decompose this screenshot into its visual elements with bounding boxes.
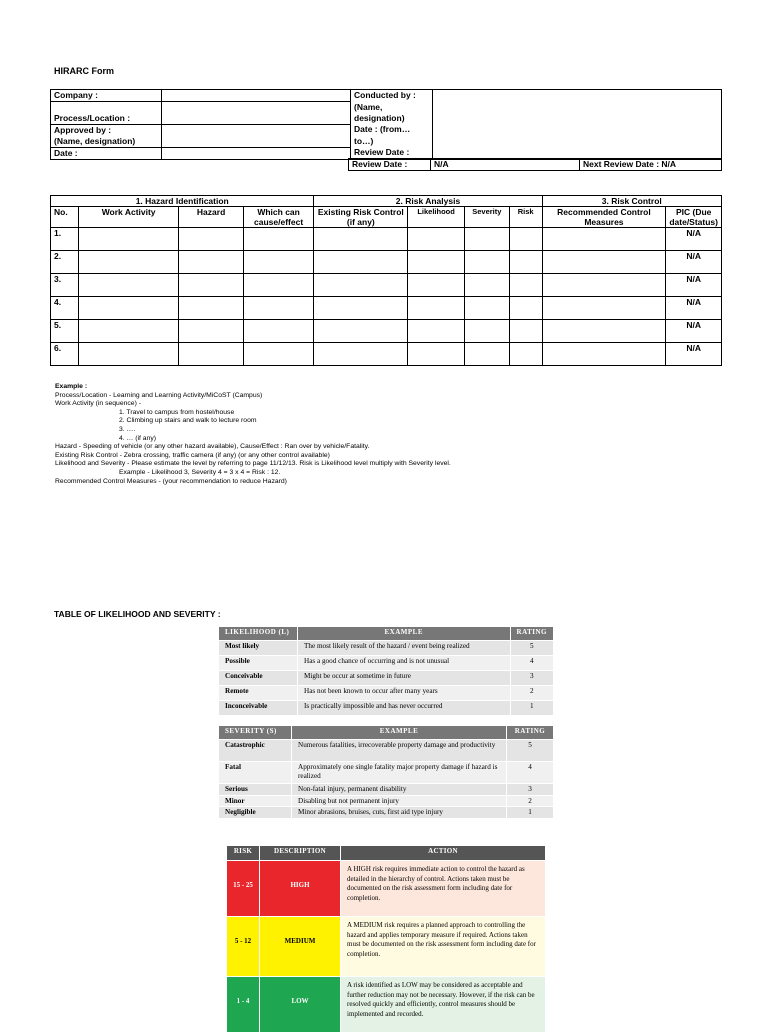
group-risk-control: 3. Risk Control bbox=[542, 196, 721, 207]
severity-name: Serious bbox=[219, 784, 292, 796]
conducted-label-5: to…) bbox=[351, 136, 433, 148]
table-row bbox=[219, 762, 554, 784]
table-row bbox=[219, 795, 554, 807]
risk-row bbox=[227, 917, 546, 977]
col-work-activity: Work Activity bbox=[78, 207, 179, 228]
conducted-field[interactable] bbox=[433, 90, 722, 160]
example-line: Work Activity (in sequence) - bbox=[55, 400, 141, 408]
example-title: Example : bbox=[55, 383, 88, 390]
table-cell[interactable] bbox=[509, 274, 542, 297]
likelihood-name: Inconceivable bbox=[219, 701, 298, 716]
table-cell[interactable] bbox=[542, 228, 666, 251]
approved-label: Approved by : bbox=[51, 124, 162, 136]
table-cell[interactable] bbox=[314, 343, 408, 366]
risk-action-table bbox=[226, 845, 546, 1033]
severity-rating: 3 bbox=[507, 784, 554, 796]
col-cause-effect: Which can cause/effect bbox=[243, 207, 314, 228]
pic-cell[interactable]: N/A bbox=[666, 320, 722, 343]
severity-name: Negligible bbox=[219, 807, 292, 819]
table-cell[interactable] bbox=[408, 251, 465, 274]
conducted-label-2: (Name, bbox=[351, 102, 433, 113]
table-row bbox=[51, 320, 722, 343]
likelihood-rating: 5 bbox=[510, 641, 553, 656]
action-header: ACTION bbox=[341, 846, 546, 861]
company-field[interactable] bbox=[162, 90, 351, 102]
table-row bbox=[219, 701, 554, 716]
table-cell[interactable] bbox=[509, 228, 542, 251]
risk-action: A MEDIUM risk requires a planned approach to controlling the hazard and applies temporary measure if required. Actions taken must be documented on the risk assessment form including date for completion. bbox=[341, 917, 546, 977]
table-cell[interactable] bbox=[542, 251, 666, 274]
table-cell[interactable] bbox=[408, 274, 465, 297]
table-cell[interactable] bbox=[78, 343, 179, 366]
severity-example: Minor abrasions, bruises, cuts, first aid type injury bbox=[292, 807, 507, 819]
severity-rating: 4 bbox=[507, 762, 554, 784]
row-number: 4. bbox=[51, 297, 79, 320]
risk-range: 1 - 4 bbox=[227, 977, 260, 1033]
severity-example: Disabling but not permanent injury bbox=[292, 795, 507, 807]
conducted-label-4: Date : (from… bbox=[351, 124, 433, 136]
risk-header: RISK bbox=[227, 846, 260, 861]
table-cell[interactable] bbox=[408, 228, 465, 251]
severity-rating: 2 bbox=[507, 795, 554, 807]
table-cell[interactable] bbox=[314, 251, 408, 274]
description-header: DESCRIPTION bbox=[260, 846, 341, 861]
row-number: 2. bbox=[51, 251, 79, 274]
likelihood-name: Possible bbox=[219, 656, 298, 671]
table-cell[interactable] bbox=[542, 343, 666, 366]
risk-action: A HIGH risk requires immediate action to control the hazard as detailed in the hierarchy of control. Actions taken must be documented on the risk assessment form including date for completion. bbox=[341, 861, 546, 917]
severity-name: Minor bbox=[219, 795, 292, 807]
likelihood-severity-title: TABLE OF LIKELIHOOD AND SEVERITY : bbox=[54, 609, 221, 619]
severity-table bbox=[218, 725, 554, 819]
table-row bbox=[219, 740, 554, 762]
table-cell[interactable] bbox=[78, 297, 179, 320]
table-cell[interactable] bbox=[408, 320, 465, 343]
example-block bbox=[55, 383, 735, 486]
col-pic: PIC (Due date/Status) bbox=[666, 207, 722, 228]
table-cell[interactable] bbox=[243, 343, 314, 366]
table-cell[interactable] bbox=[179, 251, 243, 274]
severity-example: Approximately one single fatality major property damage if hazard is realized bbox=[292, 762, 507, 784]
pic-cell[interactable]: N/A bbox=[666, 297, 722, 320]
pic-cell[interactable]: N/A bbox=[666, 251, 722, 274]
likelihood-rating: 3 bbox=[510, 671, 553, 686]
pic-cell[interactable]: N/A bbox=[666, 274, 722, 297]
conducted-label-3: designation) bbox=[351, 113, 433, 125]
conducted-label-1: Conducted by : bbox=[351, 90, 433, 102]
hirarc-table bbox=[50, 195, 722, 366]
process-field[interactable] bbox=[162, 113, 351, 125]
risk-range: 5 - 12 bbox=[227, 917, 260, 977]
table-cell[interactable] bbox=[464, 274, 509, 297]
review-date-label: Review Date : bbox=[351, 147, 433, 159]
table-cell[interactable] bbox=[542, 297, 666, 320]
table-row bbox=[51, 274, 722, 297]
severity-name: Catastrophic bbox=[219, 740, 292, 762]
next-review-date[interactable]: Next Review Date : N/A bbox=[580, 159, 722, 171]
table-cell[interactable] bbox=[179, 343, 243, 366]
process-label: Process/Location : bbox=[51, 113, 162, 125]
table-cell[interactable] bbox=[179, 297, 243, 320]
likelihood-name: Conceivable bbox=[219, 671, 298, 686]
likelihood-example: Has a good chance of occurring and is not unusual bbox=[298, 656, 511, 671]
example-line: Hazard - Speeding of vehicle (or any other hazard available), Cause/Effect : Ran over by vehicle/Fatality. bbox=[55, 443, 370, 451]
review-date-label-cell: Review Date : bbox=[349, 159, 431, 171]
risk-level: MEDIUM bbox=[260, 917, 341, 977]
table-cell[interactable] bbox=[542, 274, 666, 297]
table-cell[interactable] bbox=[179, 228, 243, 251]
col-severity: Severity bbox=[464, 207, 509, 228]
table-cell[interactable] bbox=[408, 343, 465, 366]
row-number: 1. bbox=[51, 228, 79, 251]
table-cell[interactable] bbox=[78, 251, 179, 274]
risk-range: 15 - 25 bbox=[227, 861, 260, 917]
table-cell[interactable] bbox=[243, 251, 314, 274]
likelihood-rating: 4 bbox=[510, 656, 553, 671]
example-line: Existing Risk Control - Zebra crossing, traffic camera (if any) (or any other control available) bbox=[55, 451, 330, 459]
company-label: Company : bbox=[51, 90, 162, 102]
risk-level: HIGH bbox=[260, 861, 341, 917]
col-risk: Risk bbox=[509, 207, 542, 228]
table-cell[interactable] bbox=[464, 343, 509, 366]
col-existing-control: Existing Risk Control (if any) bbox=[314, 207, 408, 228]
approved-field[interactable] bbox=[162, 124, 351, 147]
table-cell[interactable] bbox=[314, 228, 408, 251]
col-recommended: Recommended Control Measures bbox=[542, 207, 666, 228]
severity-example: Numerous fatalities, irrecoverable property damage and productivity bbox=[292, 740, 507, 762]
severity-example: Non-fatal injury, permanent disability bbox=[292, 784, 507, 796]
likelihood-rating-header: RATING bbox=[510, 627, 553, 641]
table-cell[interactable] bbox=[464, 297, 509, 320]
table-row bbox=[219, 641, 554, 656]
likelihood-example: Has not been known to occur after many years bbox=[298, 686, 511, 701]
example-line: Likelihood and Severity - Please estimate the level by referring to page 11/12/13. Risk is Likelihood level multiply with Severity level. bbox=[55, 460, 451, 468]
example-line: 3. …. bbox=[119, 425, 136, 433]
table-cell[interactable] bbox=[179, 274, 243, 297]
col-no: No. bbox=[51, 207, 79, 228]
likelihood-rating: 2 bbox=[510, 686, 553, 701]
severity-header: SEVERITY (S) bbox=[219, 726, 292, 740]
likelihood-example: Is practically impossible and has never occurred bbox=[298, 701, 511, 716]
table-cell[interactable] bbox=[78, 274, 179, 297]
pic-cell[interactable]: N/A bbox=[666, 228, 722, 251]
likelihood-example-header: EXAMPLE bbox=[298, 627, 511, 641]
likelihood-example: Might be occur at sometime in future bbox=[298, 671, 511, 686]
severity-rating-header: RATING bbox=[507, 726, 554, 740]
risk-action: A risk identified as LOW may be considered as acceptable and further reduction may not be necessary. However, if the risk can be resolved quickly and efficiently, control measures should be implemented and recorded. bbox=[341, 977, 546, 1033]
table-row bbox=[219, 686, 554, 701]
table-row bbox=[219, 656, 554, 671]
table-cell[interactable] bbox=[542, 320, 666, 343]
review-date-value[interactable]: N/A bbox=[431, 159, 580, 171]
severity-example-header: EXAMPLE bbox=[292, 726, 507, 740]
review-row bbox=[50, 158, 722, 171]
table-row bbox=[219, 671, 554, 686]
table-cell[interactable] bbox=[464, 320, 509, 343]
table-row bbox=[219, 784, 554, 796]
likelihood-table bbox=[218, 626, 554, 716]
col-likelihood: Likelihood bbox=[408, 207, 465, 228]
example-line: 1. Travel to campus from hostel/house bbox=[119, 408, 235, 416]
table-cell[interactable] bbox=[464, 251, 509, 274]
form-title: HIRARC Form bbox=[54, 66, 114, 76]
col-hazard: Hazard bbox=[179, 207, 243, 228]
row-number: 6. bbox=[51, 343, 79, 366]
example-line: 4. … (if any) bbox=[119, 434, 157, 442]
table-row bbox=[51, 251, 722, 274]
table-cell[interactable] bbox=[509, 343, 542, 366]
table-row bbox=[51, 228, 722, 251]
row-number: 5. bbox=[51, 320, 79, 343]
table-cell[interactable] bbox=[509, 320, 542, 343]
group-hazard-identification: 1. Hazard Identification bbox=[51, 196, 314, 207]
table-row bbox=[51, 343, 722, 366]
severity-rating: 1 bbox=[507, 807, 554, 819]
likelihood-rating: 1 bbox=[510, 701, 553, 716]
table-cell[interactable] bbox=[243, 274, 314, 297]
pic-cell[interactable]: N/A bbox=[666, 343, 722, 366]
table-cell[interactable] bbox=[78, 228, 179, 251]
example-line: Example - Likelihood 3, Severity 4 = 3 x 4 = Risk : 12. bbox=[119, 468, 281, 476]
risk-row bbox=[227, 861, 546, 917]
table-cell[interactable] bbox=[243, 228, 314, 251]
likelihood-example: The most likely result of the hazard / event being realized bbox=[298, 641, 511, 656]
table-cell[interactable] bbox=[464, 228, 509, 251]
header-table bbox=[50, 89, 722, 160]
date-label: Date : bbox=[51, 147, 162, 159]
example-line: Recommended Control Measures - (your recommendation to reduce Hazard) bbox=[55, 477, 287, 485]
table-cell[interactable] bbox=[243, 297, 314, 320]
severity-rating: 5 bbox=[507, 740, 554, 762]
approved-sub-label: (Name, designation) bbox=[51, 136, 162, 148]
table-cell[interactable] bbox=[78, 320, 179, 343]
example-line: Process/Location - Learning and Learning Activity/MiCoST (Campus) bbox=[55, 391, 263, 399]
table-row bbox=[51, 297, 722, 320]
table-cell[interactable] bbox=[509, 297, 542, 320]
table-cell[interactable] bbox=[314, 274, 408, 297]
table-row bbox=[219, 807, 554, 819]
likelihood-header: LIKELIHOOD (L) bbox=[219, 627, 298, 641]
table-cell[interactable] bbox=[243, 320, 314, 343]
example-line: 2. Climbing up stairs and walk to lecture room bbox=[119, 417, 257, 425]
severity-name: Fatal bbox=[219, 762, 292, 784]
likelihood-name: Remote bbox=[219, 686, 298, 701]
table-cell[interactable] bbox=[408, 297, 465, 320]
risk-level: LOW bbox=[260, 977, 341, 1033]
table-cell[interactable] bbox=[314, 297, 408, 320]
likelihood-name: Most likely bbox=[219, 641, 298, 656]
group-risk-analysis: 2. Risk Analysis bbox=[314, 196, 542, 207]
table-cell[interactable] bbox=[509, 251, 542, 274]
row-number: 3. bbox=[51, 274, 79, 297]
risk-row bbox=[227, 977, 546, 1033]
table-cell[interactable] bbox=[179, 320, 243, 343]
table-cell[interactable] bbox=[314, 320, 408, 343]
